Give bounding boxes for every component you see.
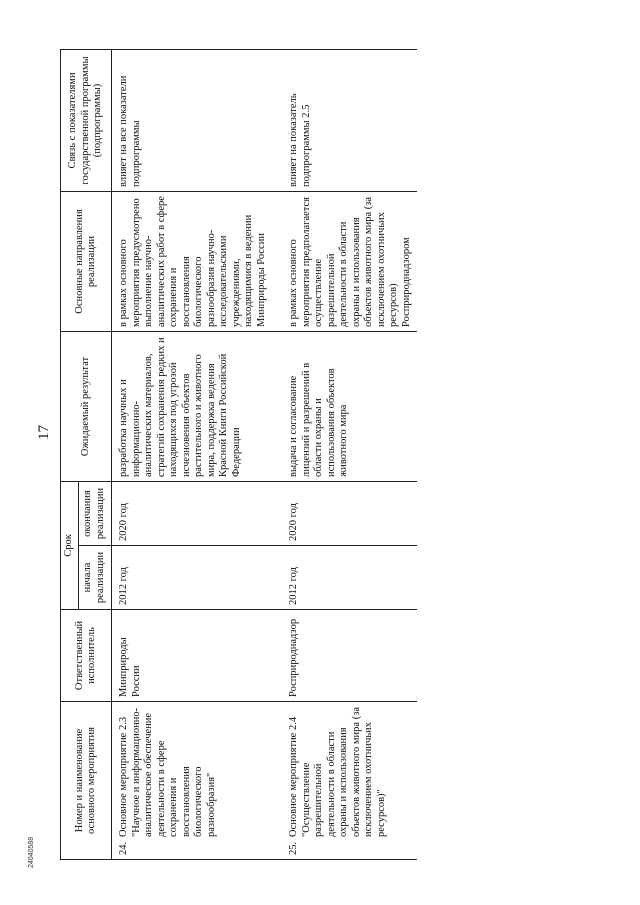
start-cell: 2012 год	[112, 546, 273, 610]
executor-cell: Росприроднадзор	[272, 610, 417, 702]
table-row	[112, 49, 273, 859]
header-result: Ожидаемый результат	[61, 331, 112, 481]
measure-inner	[118, 706, 218, 855]
header-end: окончания реализации	[78, 481, 112, 545]
header-measure: Номер и наименование основного мероприятия	[61, 702, 112, 860]
row-number: 25.	[288, 841, 299, 855]
header-row-1	[61, 49, 79, 859]
directions-cell: в рамках основного мероприятия предусмотрено выполнение научно-аналитических работ в сфере сохранения и восстановления биологического разнообразия научно-исследовательскими учреждениями, находящимися в ведении Минприроды России	[112, 191, 273, 331]
measures-table	[60, 49, 417, 860]
measure-name: Основное мероприятие 2.4 "Осуществление разрешительной деятельности в области охраны и использования объектов животного мира (за исключением охотничьих ресурсов)"	[288, 706, 387, 837]
table-row	[272, 49, 417, 859]
result-cell: выдача и согласование лицензий и разрешений в области охраны и использования объектов животного мира	[272, 331, 417, 481]
end-cell: 2020 год	[112, 481, 273, 545]
header-executor: Ответственный исполнитель	[61, 610, 112, 702]
executor-cell: Минприроды России	[112, 610, 273, 702]
row-number: 24.	[118, 841, 129, 855]
result-cell: разработка научных и информационно-аналитических материалов, стратегий сохранения редких и находящихся под угрозой исчезновения объектов растительного и животного мира, поддержка ведения Красной Книги Российской Федерации	[112, 331, 273, 481]
start-cell: 2012 год	[272, 546, 417, 610]
measure-cell	[272, 702, 417, 860]
header-directions: Основные направления реализации	[61, 191, 112, 331]
directions-cell: в рамках основного мероприятия предполагается осуществление разрешительной деятельности в области охраны и использования объектов животного мира (за исключением охотничьих ресурсов) Росприроднадзором	[272, 191, 417, 331]
end-cell: 2020 год	[272, 481, 417, 545]
header-start: начала реализации	[78, 546, 112, 610]
document-id: 24040588	[28, 836, 35, 868]
measure-inner	[288, 706, 388, 855]
measure-name: Основное мероприятие 2.3 "Научное и информационно-аналитическое обеспечение деятельности в сфере сохранения и восстановления биологического разнообразия"	[118, 707, 217, 837]
link-cell: влияет на показатель подпрограммы 2.5	[272, 49, 417, 191]
header-link: Связь с показателями государственной программы (подпрограммы)	[61, 49, 112, 191]
header-term: Срок	[61, 481, 79, 609]
link-cell: влияет на все показатели подпрограммы	[112, 49, 273, 191]
rotated-table-page	[60, 50, 590, 860]
page-number: 17	[36, 425, 52, 440]
measure-cell	[112, 702, 273, 860]
